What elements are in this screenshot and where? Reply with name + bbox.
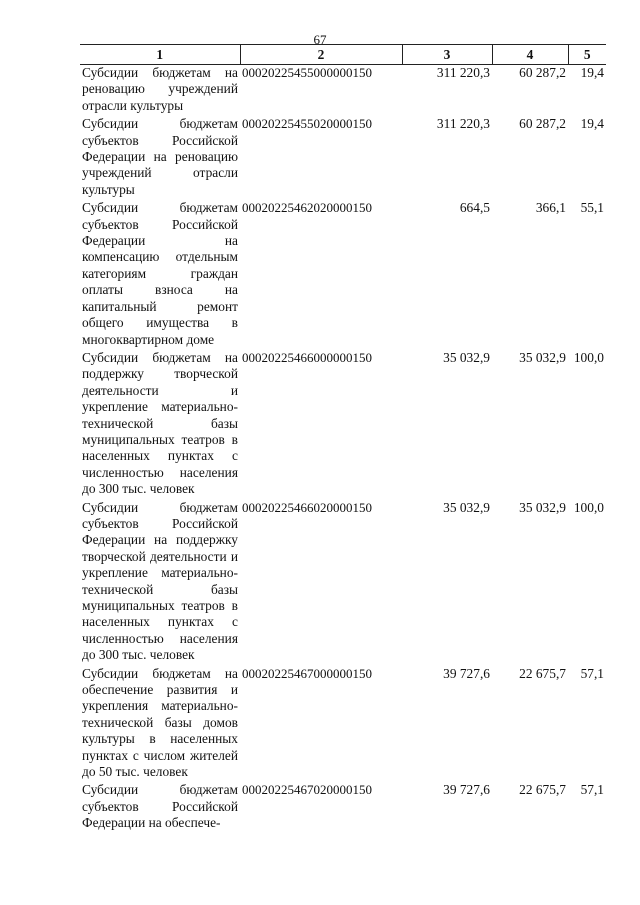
row-percent: 55,1 — [580, 200, 604, 216]
row-code: 00020225455020000150 — [242, 116, 372, 132]
row-name: Субсидии бюджетам субъектов Российской Федерации на реновацию учреждений отрасли культуры — [82, 116, 238, 197]
row-code: 00020225466020000150 — [242, 499, 372, 515]
row-executed: 366,1 — [535, 200, 566, 216]
row-name: Субсидии бюджетам субъектов Российской Федерации на компенсацию отдельным категориям граждан оплаты взноса на капитальный ремонт общего имущества в многоквартирном доме — [82, 200, 238, 347]
row-code: 00020225455000000150 — [242, 65, 372, 80]
row-planned: 39 727,6 — [443, 782, 490, 798]
row-planned: 311 220,3 — [436, 65, 490, 80]
row-code: 00020225466000000150 — [242, 349, 372, 365]
row-executed: 22 675,7 — [519, 782, 566, 798]
table-row — [80, 200, 606, 350]
table-row — [80, 666, 606, 783]
row-percent: 19,4 — [580, 65, 604, 80]
table-row — [80, 116, 606, 200]
row-name: Субсидии бюджетам субъектов Российской Федерации на обеспече- — [82, 782, 238, 831]
row-name: Субсидии бюджетам на поддержку творческой деятельности и укрепление материально-технической базы муниципальных театров в населенных пунктах с численностью населения до 300 тыс. человек — [82, 349, 238, 497]
row-percent: 19,4 — [580, 116, 604, 132]
row-code: 00020225467020000150 — [242, 782, 372, 798]
row-code: 00020225462020000150 — [242, 200, 372, 216]
table-row — [80, 65, 606, 117]
row-planned: 39 727,6 — [443, 665, 490, 681]
row-percent: 100,0 — [573, 349, 604, 365]
row-executed: 60 287,2 — [519, 116, 566, 132]
row-planned: 664,5 — [459, 200, 490, 216]
row-executed: 22 675,7 — [519, 665, 566, 681]
row-executed: 60 287,2 — [519, 65, 566, 80]
row-name: Субсидии бюджетам на обеспечение развития и укрепления материально-технической базы домов культуры в населенных пунктах с числом жителей до 50 тыс. человек — [82, 665, 238, 780]
column-header-1: 1 — [80, 45, 240, 65]
column-header-3: 3 — [402, 45, 492, 65]
row-name: Субсидии бюджетам субъектов Российской Федерации на поддержку творческой деятельности и укрепление материально-технической базы муниципальных театров в населенных пунктах с численностью населения до 300 тыс. человек — [82, 499, 238, 663]
budget-table — [80, 44, 606, 834]
table-row — [80, 500, 606, 666]
table-header-row — [80, 45, 606, 65]
column-header-2: 2 — [240, 45, 402, 65]
row-executed: 35 032,9 — [519, 349, 566, 365]
row-planned: 35 032,9 — [443, 499, 490, 515]
row-code: 00020225467000000150 — [242, 665, 372, 681]
row-planned: 35 032,9 — [443, 349, 490, 365]
row-planned: 311 220,3 — [436, 116, 490, 132]
table-row — [80, 782, 606, 833]
row-name: Субсидии бюджетам на реновацию учреждений отрасли культуры — [82, 65, 238, 113]
row-executed: 35 032,9 — [519, 499, 566, 515]
column-header-5: 5 — [568, 45, 606, 65]
table-row — [80, 350, 606, 500]
row-percent: 100,0 — [573, 499, 604, 515]
row-percent: 57,1 — [580, 665, 604, 681]
row-percent: 57,1 — [580, 782, 604, 798]
column-header-4: 4 — [492, 45, 568, 65]
page-number: 67 — [313, 32, 327, 47]
